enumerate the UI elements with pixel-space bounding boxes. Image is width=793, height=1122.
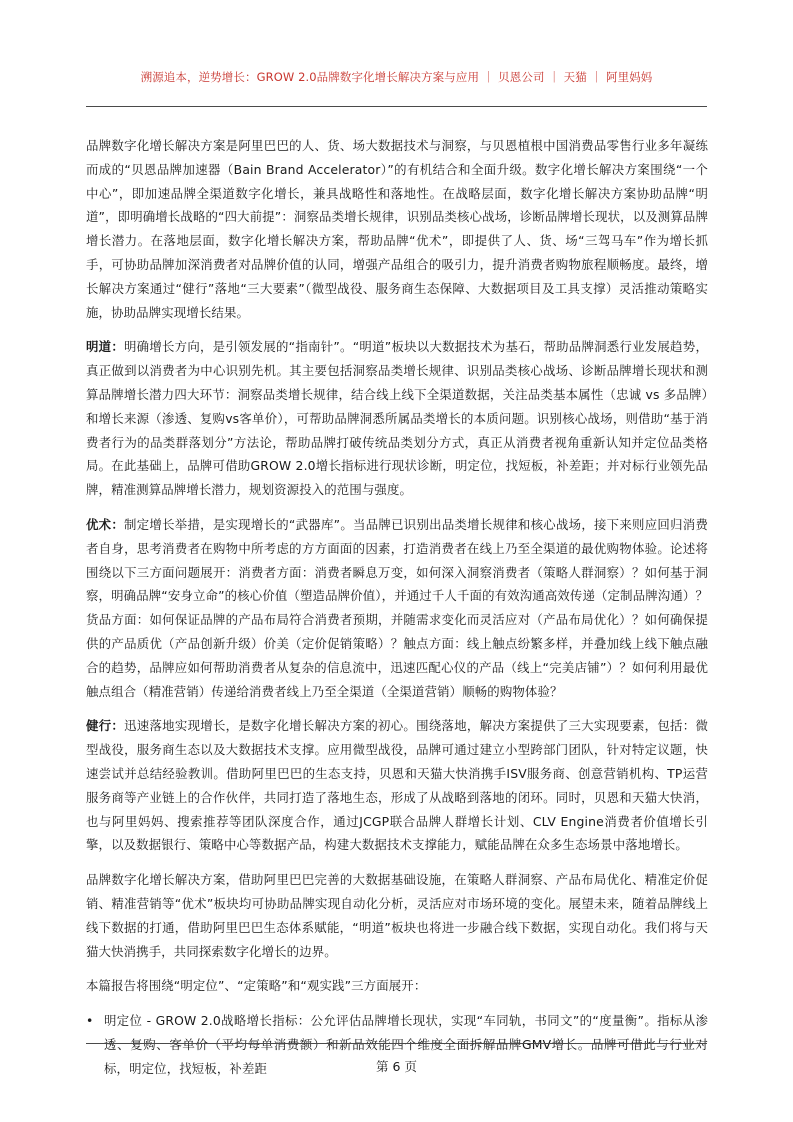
header-title: 溯源追本，逆势增长：GROW 2.0品牌数字化增长解决方案与应用 ｜ 贝恩公司 ｜ 天猫 ｜ 阿里妈妈 — [140, 70, 653, 84]
structure-intro-text: 本篇报告将围绕“明定位”、“定策略”和“观实践”三方面展开： — [86, 978, 427, 994]
intro-paragraph — [86, 134, 708, 324]
youshu-paragraph — [86, 513, 708, 703]
jianxing-text: 迅速落地实现增长，是数字化增长解决方案的初心。围绕落地，解决方案提供了三大实现要素，包括：微型战役，服务商生态以及大数据技术支撑。应用微型战役，品牌可通过建立小型跨部门团队，针对特定议题，快速尝试并总结经验教训。借助阿里巴巴的生态支持，贝恩和天猫大快消携手ISV服务商、创意营销机构、TP运营服务商等产业链上的合作伙伴，共同打造了落地生态，形成了从战略到落地的闭环。同时，贝恩和天猫大快消，也与阿里妈妈、搜索推荐等团队深度合作，通过JCGP联合品牌人群增长计划、CLV Engine消费者价值增长引擎，以及数据银行、策略中心等数据产品，构建大数据技术支撑能力，赋能品牌在众多生态场景中落地增长。 — [86, 718, 708, 853]
youshu-text: 制定增长举措，是实现增长的“武器库”。当品牌已识别出品类增长规律和核心战场，接下来则应回归消费者自身，思考消费者在购物中所考虑的方方面面的因素，打造消费者在线上乃至全渠道的最优购物体验。论述将围绕以下三方面问题展开：消费者方面：消费者瞬息万变，如何深入洞察消费者（策略人群洞察）？如何基于洞察，明确品牌“安身立命”的核心价值（塑造品牌价值），并通过千人千面的有效沟通高效传递（定制品牌沟通）？货品方面：如何保证品牌的产品布局符合消费者预期，并随需求变化而灵活应对（产品布局优化）？如何确保提供的产品质优（产品创新升级）价美（定价促销策略）？触点方面：线上触点纷繁多样，并叠加线上线下触点融合的趋势，品牌应如何帮助消费者从复杂的信息流中，迅速匹配心仪的产品（线上“完美店铺”）？如何利用最优触点组合（精准营销）传递给消费者线上乃至全渠道（全渠道营销）顺畅的购物体验？ — [86, 516, 708, 699]
structure-intro — [86, 974, 708, 998]
jianxing-lead: 健行： — [86, 718, 125, 734]
outlook-text: 品牌数字化增长解决方案，借助阿里巴巴完善的大数据基础设施，在策略人群洞察、产品布局优化、精准定价促销、精准营销等“优术”板块均可协助品牌实现自动化分析，灵活应对市场环境的变化。展望未来，随着品牌线上线下数据的打通，借助阿里巴巴生态体系赋能，“明道”板块也将进一步融合线下数据，实现自动化。我们将与天猫大快消携手，共同探索数字化增长的边界。 — [86, 872, 708, 959]
mingdao-paragraph — [86, 335, 708, 502]
mingdao-text: 明确增长方向，是引领发展的“指南针”。“明道”板块以大数据技术为基石，帮助品牌洞悉行业发展趋势，真正做到以消费者为中心识别先机。其主要包括洞察品类增长规律、识别品类核心战场、诊断品牌增长现状和测算品牌增长潜力四大环节：洞察品类增长规律，结合线上线下全渠道数据，关注品类基本属性（忠诚 vs 多品牌）和增长来源（渗透、复购vs客单价），可帮助品牌洞悉所属品类增长的本质问题。识别核心战场，则借助“基于消费者行为的品类群落划分”方法论，帮助品牌打破传统品类划分方式，真正从消费者视角重新认知并定位品类格局。在此基础上，品牌可借助GROW 2.0增长指标进行现状诊断，明定位，找短板，补差距；并对标行业领先品牌，精准测算品牌增长潜力，规划资源投入的范围与强度。 — [86, 339, 708, 498]
mingdao-lead: 明道： — [86, 339, 124, 355]
bullet-icon: • — [86, 1013, 94, 1029]
page-header — [86, 60, 707, 107]
intro-text: 品牌数字化增长解决方案是阿里巴巴的人、货、场大数据技术与洞察，与贝恩植根中国消费品零售行业多年凝练而成的“贝恩品牌加速器（Bain Brand Accelerator）”的有机结合和全面升级。数字化增长解决方案围绕“一个中心”，即加速品牌全渠道数字化增长，兼具战略性和落地性。在战略层面，数字化增长解决方案协助品牌“明道”，即明确增长战略的“四大前提”：洞察品类增长规律，识别品类核心战场，诊断品牌增长现状，以及测算品牌增长潜力。在落地层面，数字化增长解决方案，帮助品牌“优术”，即提供了人、货、场“三驾马车”作为增长抓手，可协助品牌加深消费者对品牌价值的认同，增强产品组合的吸引力，提升消费者购物旅程顺畅度。最终，增长解决方案通过“健行”落地“三大要素”（微型战役、服务商生态保障、大数据项目及工具支撑）灵活推动策略实施，协助品牌实现增长结果。 — [86, 138, 708, 320]
jianxing-paragraph — [86, 714, 708, 857]
page-footer — [86, 1043, 707, 1084]
report-body — [86, 134, 708, 1080]
outlook-paragraph — [86, 868, 708, 963]
youshu-lead: 优术： — [86, 516, 125, 532]
page-number: 第 6 页 — [376, 1059, 417, 1074]
bullet-text: 明定位 - GROW 2.0战略增长指标：公允评估品牌增长现状，实现“车同轨，书同文”的“度量衡”。指标从渗透、复购、客单价（平均每单消费额）和新品效能四个维度全面拆解品牌GMV增长。品牌可借此与行业对标，明定位，找短板，补差距 — [104, 1013, 708, 1076]
